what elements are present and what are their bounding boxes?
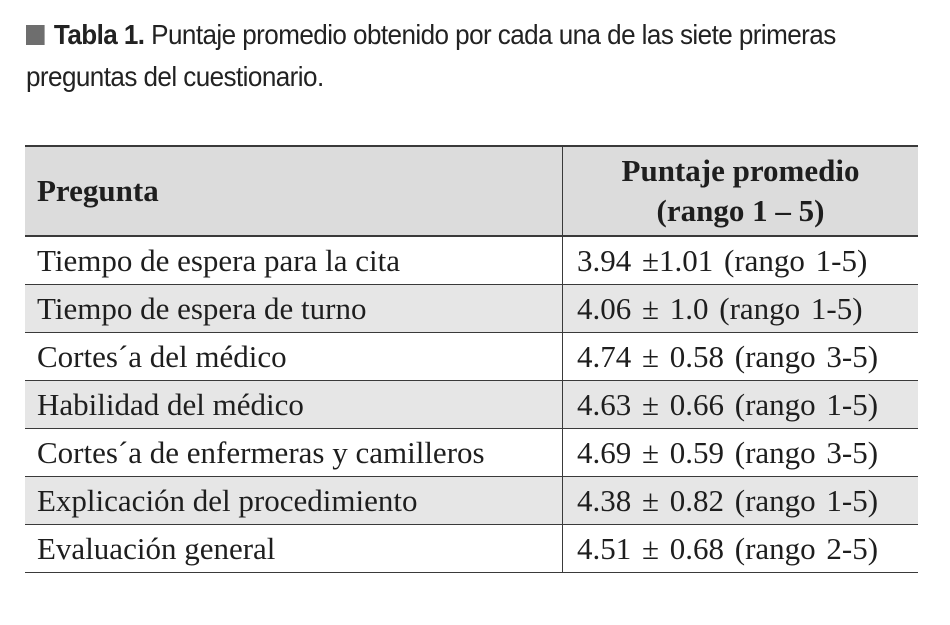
header-score-line1: Puntaje promedio	[621, 153, 860, 188]
score-cell: 4.63 ± 0.66 (rango 1-5)	[563, 381, 919, 429]
table-row	[25, 525, 918, 573]
question-cell: Habilidad del médico	[25, 381, 563, 429]
score-cell: 4.38 ± 0.82 (rango 1-5)	[563, 477, 919, 525]
score-cell: 4.51 ± 0.68 (rango 2-5)	[563, 525, 919, 573]
caption-label: Tabla 1.	[53, 19, 145, 50]
table-row	[25, 236, 918, 285]
table-caption	[26, 14, 863, 98]
square-bullet-icon	[26, 25, 45, 45]
question-cell: Tiempo de espera de turno	[25, 285, 563, 333]
score-cell: 3.94 ±1.01 (rango 1-5)	[563, 236, 919, 285]
question-cell: Cortes´a del médico	[25, 333, 563, 381]
table-row	[25, 285, 918, 333]
header-score	[563, 146, 919, 236]
caption-text: Puntaje promedio obtenido por cada una de las siete primeras preguntas del cuestionario.	[26, 19, 836, 92]
score-cell: 4.69 ± 0.59 (rango 3-5)	[563, 429, 919, 477]
question-cell: Evaluación general	[25, 525, 563, 573]
score-cell: 4.74 ± 0.58 (rango 3-5)	[563, 333, 919, 381]
question-cell: Explicación del procedimiento	[25, 477, 563, 525]
question-cell: Tiempo de espera para la cita	[25, 236, 563, 285]
header-question: Pregunta	[25, 146, 563, 236]
score-cell: 4.06 ± 1.0 (rango 1-5)	[563, 285, 919, 333]
scores-table	[25, 145, 918, 573]
header-score-line2: (rango 1 – 5)	[656, 193, 825, 228]
table-row	[25, 333, 918, 381]
table-row	[25, 381, 918, 429]
table-row	[25, 477, 918, 525]
table-row	[25, 429, 918, 477]
question-cell: Cortes´a de enfermeras y camilleros	[25, 429, 563, 477]
table-header-row	[25, 146, 918, 236]
